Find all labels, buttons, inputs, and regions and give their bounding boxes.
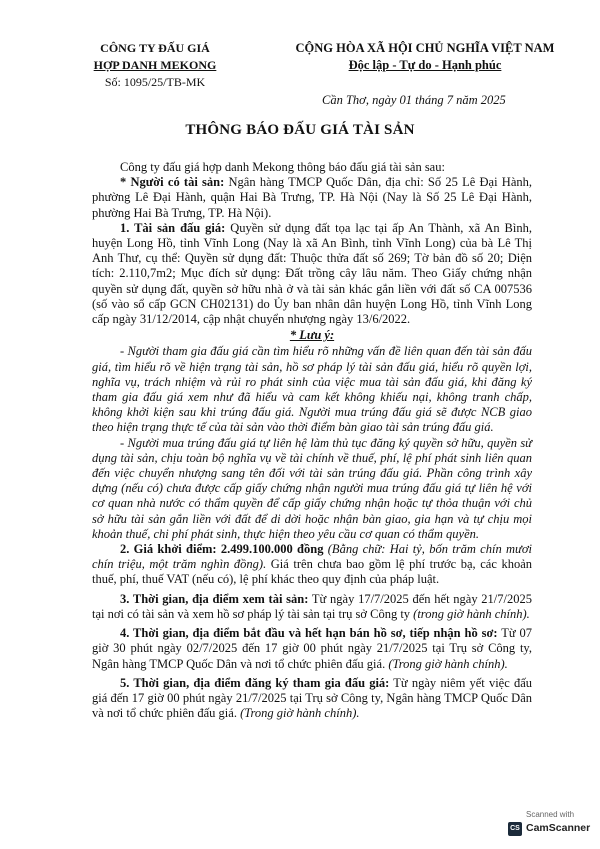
company-name-line1: CÔNG TY ĐẤU GIÁ xyxy=(100,41,210,55)
document-title: THÔNG BÁO ĐẤU GIÁ TÀI SẢN xyxy=(185,122,415,138)
document-number: Số: 1095/25/TB-MK xyxy=(104,75,206,89)
asset-label: 1. Tài sản đấu giá: xyxy=(120,220,226,235)
asset-text: Quyền sử dụng đất tọa lạc tại ấp An Thành, xã An Bình, huyện Long Hồ, tỉnh Vĩnh Long (Nay là xã An Bình, tỉnh Vĩnh Long) của bà Lê Thị Anh Thư, cụ thể: Quyền sử dụng đất: Thuộc thửa đất số 269; Tờ bản đồ số 20; Diện tích: 2.110,7m2; Mục đích sử dụng: Đất trồng cây lâu năm. Theo Giấy chứng nhận quyền sử dụng đất, quyền sở hữu nhà ở và tài sản khác gắn liền với đất số CA 007536 (số vào sổ cấp GCN CH02131) do Ủy ban nhân dân huyện Long Hồ, tỉnh Vĩnh Long cấp ngày 31/12/2014, cập nhật chuyển nhượng ngày 13/6/2022. xyxy=(92,220,532,327)
owner-text: Ngân hàng TMCP Quốc Dân, địa chỉ: Số 25 Lê Đại Hành, phường Lê Đại Hành, quận Hai Bà Trưng, TP. Hà Nội (Nay là Số 25 Lê Đại Hành, phường Hai Bà Trưng, TP. Hà Nội). xyxy=(92,175,532,220)
national-motto: Độc lập - Tự do - Hạnh phúc xyxy=(348,58,502,72)
viewing-label: 3. Thời gian, địa điểm xem tài sản: xyxy=(120,591,309,606)
price-text: Giá trên chưa bao gồm lệ phí trước bạ, các khoản thuế, phí, thuế VAT (nếu có), lệ phí khác theo quy định của pháp luật. xyxy=(92,557,532,587)
national-header xyxy=(270,40,580,74)
price-label: 2. Giá khởi điểm: xyxy=(120,542,217,557)
camscanner-name: CamScanner xyxy=(526,822,591,834)
note-label: * Lưu ý: xyxy=(289,328,335,343)
document-date: Cần Thơ, ngày 01 tháng 7 năm 2025 xyxy=(322,93,506,107)
owner-label: * Người có tài sản: xyxy=(120,175,225,190)
scanner-watermark xyxy=(508,810,592,840)
registration-text: Từ ngày niêm yết việc đấu giá đến 17 giờ 00 phút ngày 21/7/2025 tại Trụ sở Công ty, Ngân hàng TMCP Quốc Dân và nơi tổ chức phiên đấu giá. xyxy=(92,675,532,721)
docs-label: 4. Thời gian, địa điểm bắt đầu và hết hạn bán hồ sơ, tiếp nhận hồ sơ: xyxy=(120,626,498,641)
viewing-text: Từ ngày 17/7/2025 đến hết ngày 21/7/2025 tại nơi có tài sản và xem hồ sơ pháp lý tài sản tại trụ sở Công ty xyxy=(92,591,532,621)
docs-hours: (Trong giờ hành chính). xyxy=(385,656,508,671)
document-body xyxy=(92,160,532,721)
national-title: CỘNG HÒA XÃ HỘI CHỦ NGHĨA VIỆT NAM xyxy=(295,41,555,55)
price-paragraph xyxy=(92,542,532,588)
company-header xyxy=(85,40,225,91)
registration-paragraph xyxy=(92,676,532,722)
registration-label: 5. Thời gian, địa điểm đăng ký tham gia đấu giá: xyxy=(120,675,390,690)
note-paragraph-1: - Người tham gia đấu giá cần tìm hiểu rõ những vấn đề liên quan đến tài sản đấu giá, tìm hiểu rõ về hiện trạng tài sản, hồ sơ pháp lý tài sản đấu giá, hiểu rõ quyền lợi, nghĩa vụ, trách nhiệm và rủi ro phát sinh của việc mua tài sản đấu giá, khi đăng ký tham gia đấu giá xem như đã hiểu và cam kết không khiếu nại, không tranh chấp, không khởi kiện sau khi trúng đấu giá. Người mua trúng đấu giá sẽ được NCB giao theo hiện trạng thực tế của tài sản vào thời điểm bàn giao tài sản trúng đấu giá. xyxy=(92,344,532,435)
docs-paragraph xyxy=(92,626,532,672)
registration-hours: (Trong giờ hành chính). xyxy=(236,706,360,721)
viewing-paragraph xyxy=(92,592,532,622)
owner-paragraph xyxy=(92,175,532,221)
note-paragraph-2: - Người mua trúng đấu giá tự liên hệ làm thủ tục đăng ký quyền sở hữu, quyền sử dụng tài sản, chịu toàn bộ nghĩa vụ về tài chính về thuế, phí, lệ phí phát sinh liên quan đến việc chuyển nhượng sang tên đối với tài sản trúng đấu giá. Phần công trình xây dựng (nếu có) chưa được cấp giấy chứng nhận người mua trúng đấu giá tự liên hệ với cơ quan nhà nước có thẩm quyền để cấp giấy chứng nhận hoặc tự thỏa thuận với chủ sở hữu tài sản gắn liền với đất để di dời hoặc nhận bàn giao, gia hạn và tự chịu mọi khoản thuế, chi phí phát sinh, thực hiện theo yêu cầu cơ quan có thẩm quyền. xyxy=(92,435,532,541)
camscanner-logo-icon: CS xyxy=(508,822,522,836)
price-amount: 2.499.100.000 đồng xyxy=(216,542,324,557)
scanned-with-text: Scanned with xyxy=(526,810,575,819)
viewing-hours: (trong giờ hành chính). xyxy=(410,606,530,621)
intro-paragraph: Công ty đấu giá hợp danh Mekong thông báo đấu giá tài sản sau: xyxy=(120,160,445,174)
price-words: (Bằng chữ: Hai tỷ, bốn trăm chín mươi chín triệu, một trăm nghìn đồng). xyxy=(92,542,532,572)
docs-text: Từ 07 giờ 30 phút ngày 02/7/2025 đến 17 giờ 00 phút ngày 21/7/2025 tại Trụ sở Công ty, Ngân hàng TMCP Quốc Dân và nơi tổ chức phiên đấu giá. xyxy=(92,626,532,671)
company-name-line2: HỢP DANH MEKONG xyxy=(93,58,217,72)
asset-paragraph xyxy=(92,221,532,327)
